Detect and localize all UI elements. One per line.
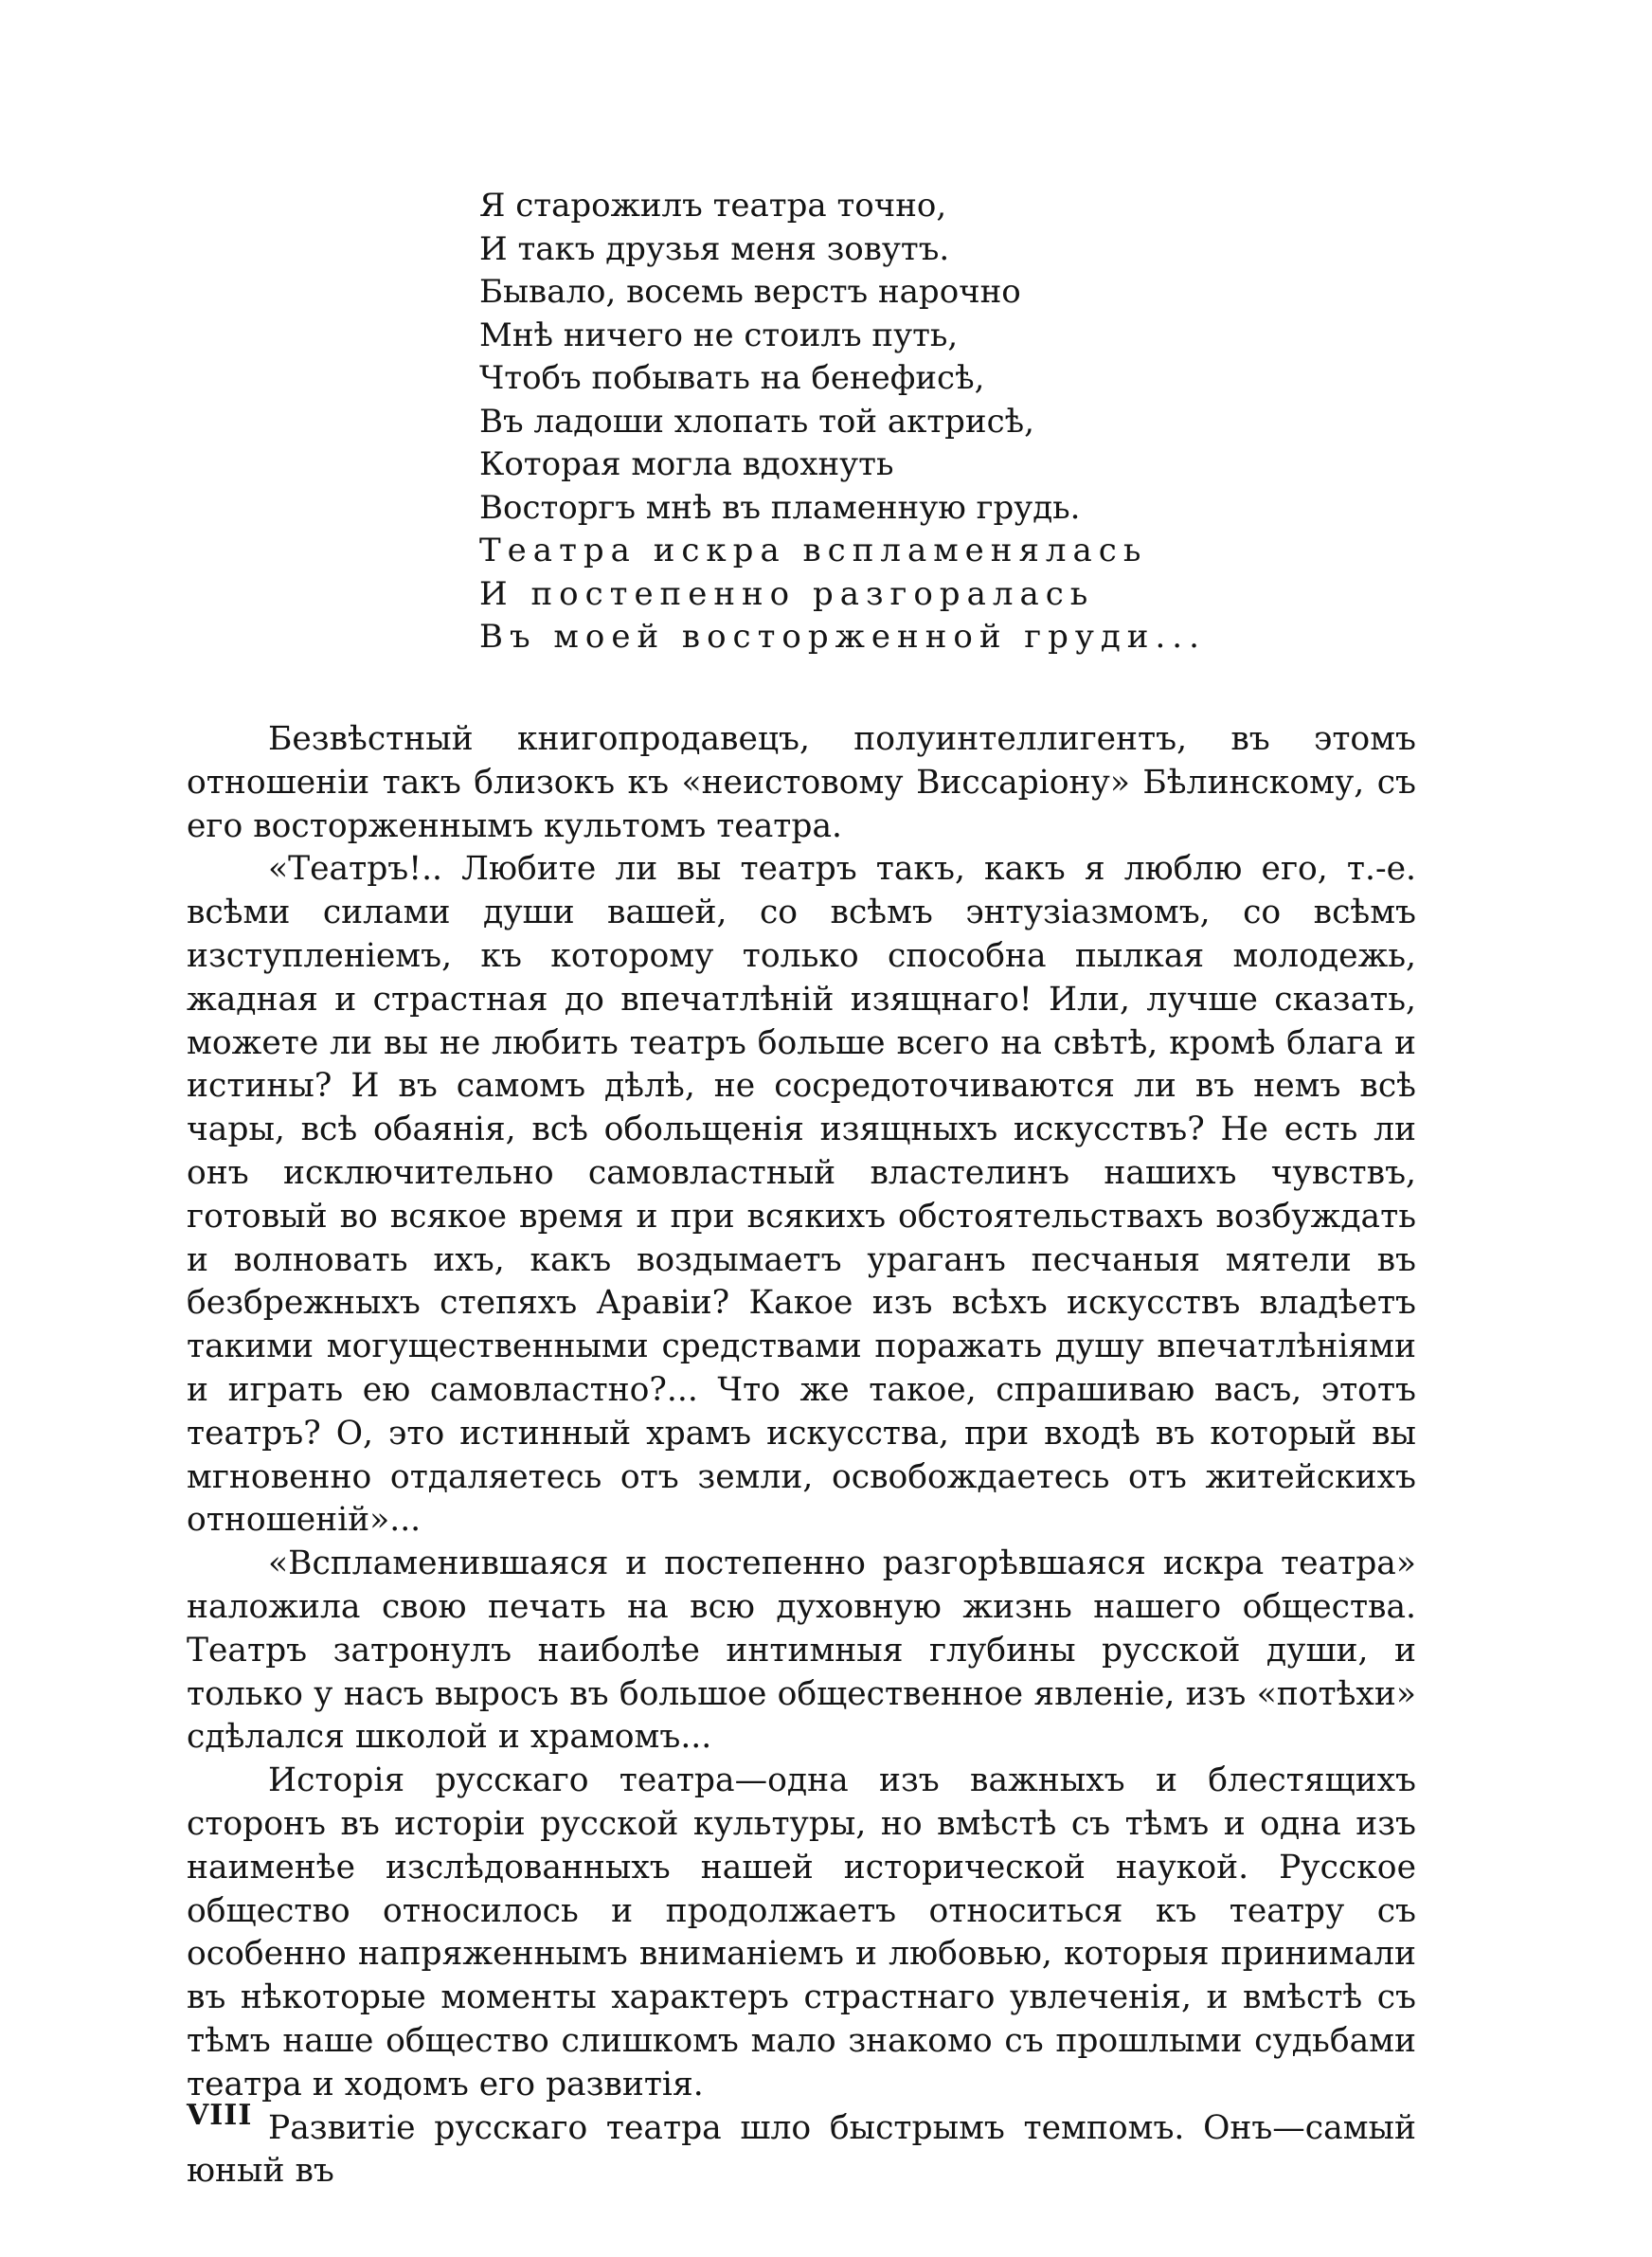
- poem-line: Бывало, восемь верстъ нарочно: [479, 273, 1021, 311]
- paragraph: Безвѣстный книгопродавецъ, полуинтеллигентъ, въ этомъ отношеніи такъ близокъ къ «неистовому Виссаріону» Бѣлинскому, съ его восторженнымъ культомъ театра.: [187, 720, 1416, 845]
- poem-line: Мнѣ ничего не стоилъ путь,: [479, 316, 959, 354]
- paragraph: Развитіе русскаго театра шло быстрымъ темпомъ. Онъ—самый юный въ: [187, 2108, 1416, 2191]
- paragraph: Исторія русскаго театра—одна изъ важныхъ и блестящихъ сторонъ въ исторіи русской культуры, но вмѣстѣ съ тѣмъ и одна изъ наименѣе изслѣдованныхъ нашей исторической наукой. Русское общество относилось и продолжаетъ относиться къ театру съ особенно напряженнымъ вниманіемъ и любовью, которыя принимали въ нѣкоторые моменты характеръ страстнаго увлеченія, и вмѣстѣ съ тѣмъ наше общество слишкомъ мало знакомо съ прошлыми судьбами театра и ходомъ его развитія.: [187, 1761, 1416, 2104]
- page-number: VIII: [187, 2099, 253, 2132]
- poem-line: И такъ друзья меня зовутъ.: [479, 229, 950, 268]
- poem-line: Чтобъ побывать на бенефисѣ,: [479, 359, 985, 397]
- paragraph: «Вспламенившаяся и постепенно разгорѣвшаяся искра театра» наложила свою печать на всю духовную жизнь нашего общества. Театръ затронулъ наиболѣе интимныя глубины русской души, и только у насъ выросъ въ большое общественное явленіе, изъ «потѣхи» сдѣлался школой и храмомъ...: [187, 1544, 1416, 1757]
- poem-line: Восторгъ мнѣ въ пламенную грудь.: [479, 488, 1081, 527]
- paragraph-belinsky-quote: «Театръ!.. Любите ли вы театръ такъ, какъ я люблю его, т.-е. всѣми силами души вашей, со всѣмъ энтузіазмомъ, со всѣмъ изступленіемъ, къ которому только способна пылкая молодежь, жадная и страстная до впечатлѣній изящнаго! Или, лучше сказать, можете ли вы не любить театръ больше всего на свѣтѣ, кромѣ блага и истины? И въ самомъ дѣлѣ, не сосредоточиваются ли въ немъ всѣ чары, всѣ обаянія, всѣ обольщенія изящныхъ искусствъ? Не есть ли онъ исключительно самовластный властелинъ нашихъ чувствъ, готовый во всякое время и при всякихъ обстоятельствахъ возбуждать и волновать ихъ, какъ воздымаетъ ураганъ песчаныя мятели въ безбрежныхъ степяхъ Аравіи? Какое изъ всѣхъ искусствъ владѣетъ такими могущественными средствами поражать душу впечатлѣніями и играть ею самовластно?... Что же такое, спрашиваю васъ, этотъ театръ? О, это истинный храмъ искусства, при входѣ въ который вы мгновенно отдаляетесь отъ земли, освобождаетесь отъ житейскихъ отношеній»...: [187, 850, 1416, 1540]
- poem-line: Въ ладоши хлопать той актрисѣ,: [479, 402, 1034, 441]
- poem-line-spaced: Въ моей восторженной груди...: [479, 618, 1206, 656]
- poem-block: [479, 185, 1237, 659]
- body-text: [187, 718, 1416, 2194]
- poem-line-spaced: И постепенно разгоралась: [479, 574, 1095, 613]
- poem-line: Которая могла вдохнуть: [479, 445, 894, 483]
- poem-line: Я старожилъ театра точно,: [479, 187, 947, 225]
- poem-line-spaced: Театра искра вспламенялась: [479, 532, 1148, 569]
